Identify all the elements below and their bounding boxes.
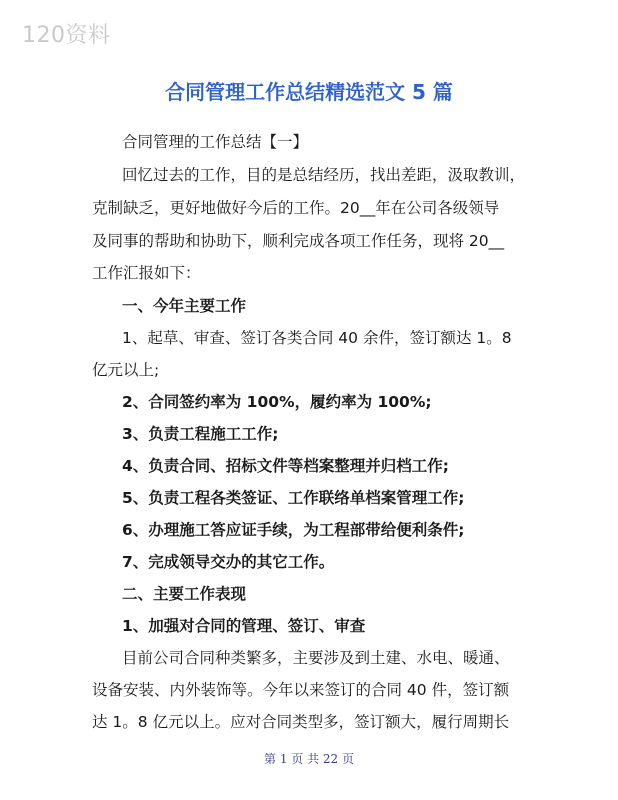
paragraph-line: 回忆过去的工作，目的是总结经历，找出差距，汲取教训， [122,166,526,184]
watermark: 120资料 [22,23,111,48]
page-footer: 第 1 页 共 22 页 [264,752,354,766]
paragraph-line: 达 1。8 亿元以上。应对合同类型多，签订额大，履行周期长 [92,713,510,731]
list-item: 5、负责工程各类签证、工作联络单档案管理工作; [122,489,465,507]
paragraph-line: 1、起草、审查、签订各类合同 40 余件，签订额达 1。8 [122,329,512,347]
subheading: 二、主要工作表现 [122,585,247,603]
subheading: 1、加强对合同的管理、签订、审查 [122,617,366,635]
list-item: 3、负责工程施工工作; [122,425,279,443]
list-item: 2、合同签约率为 100%，履约率为 100%; [122,393,432,411]
subheading: 一、今年主要工作 [122,297,247,315]
list-item: 6、办理施工答应证手续，为工程部带给便利条件; [122,521,465,539]
section-heading: 合同管理的工作总结【一】 [122,133,309,151]
document-title: 合同管理工作总结精选范文 5 篇 [165,80,453,104]
paragraph-line: 及同事的帮助和协助下，顺利完成各项工作任务，现将 20__ [92,232,505,250]
paragraph-line: 亿元以上; [92,361,160,379]
paragraph-line: 克制缺乏，更好地做好今后的工作。20__年在公司各级领导 [92,199,500,217]
list-item: 4、负责合同、招标文件等档案整理并归档工作; [122,457,449,475]
paragraph-line: 设备安装、内外装饰等。今年以来签订的合同 40 件，签订额 [92,681,510,699]
list-item: 7、完成领导交办的其它工作。 [122,553,335,571]
paragraph-line: 目前公司合同种类繁多，主要涉及到土建、水电、暖通、 [122,649,510,667]
paragraph-line: 工作汇报如下： [92,264,201,282]
